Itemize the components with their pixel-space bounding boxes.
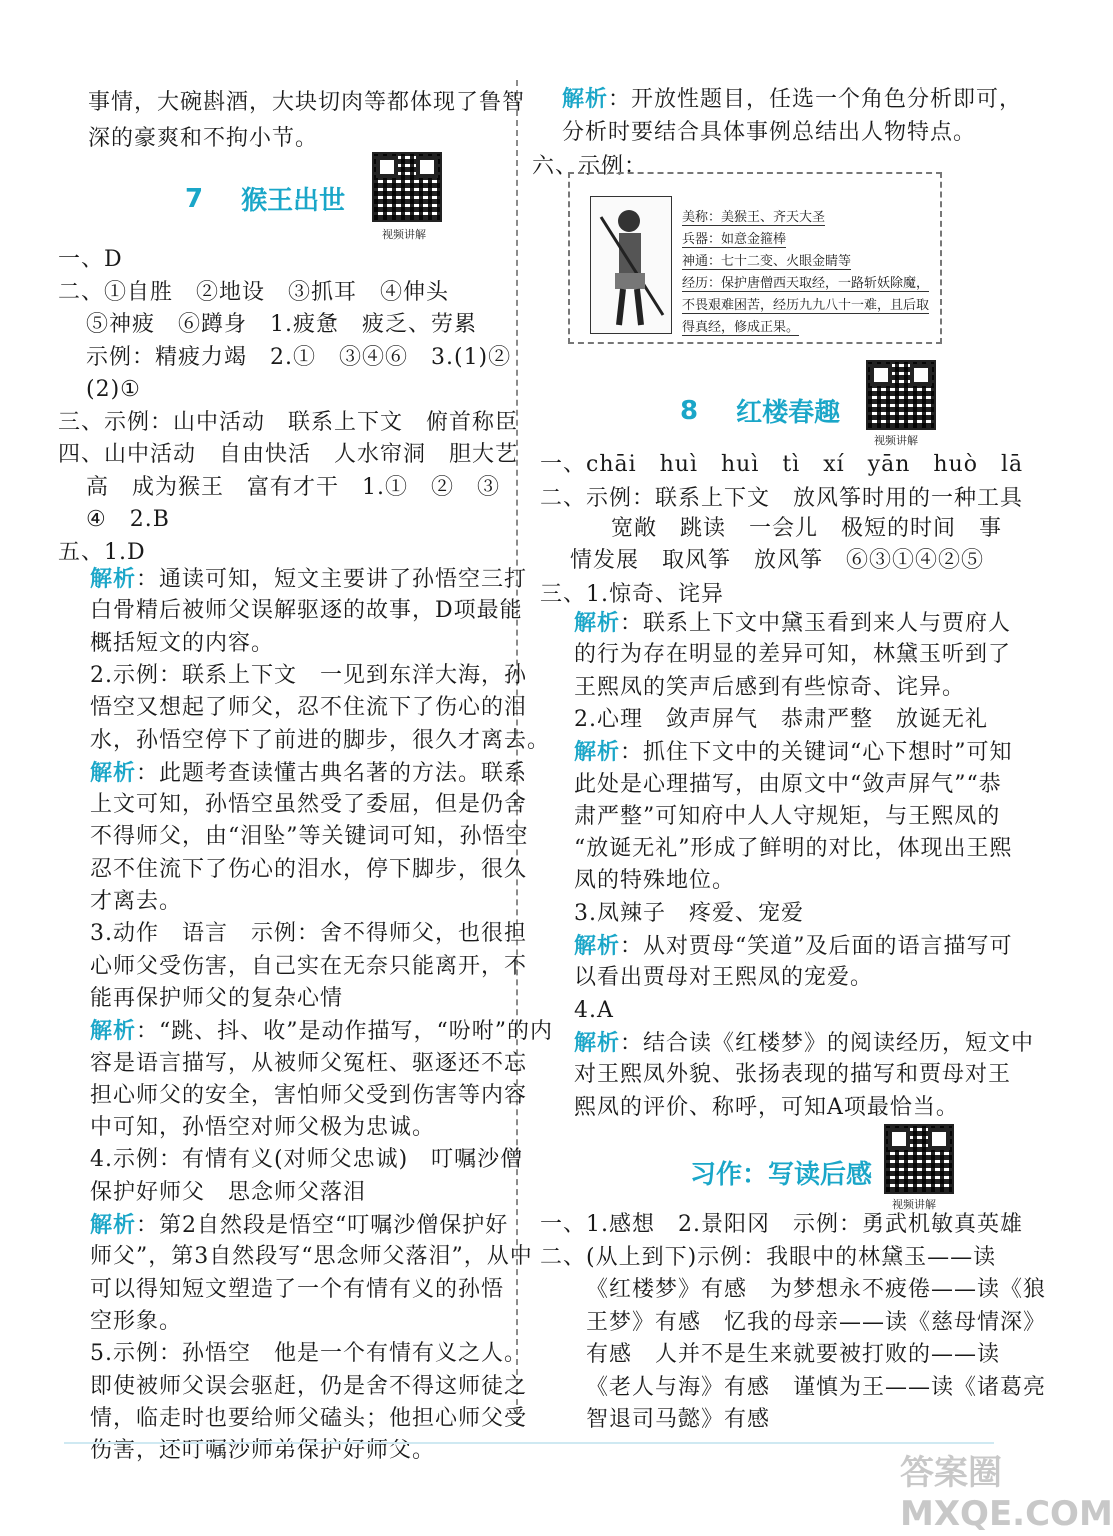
text-line xyxy=(90,1339,527,1369)
text-line xyxy=(90,629,274,659)
answer-line: 一、D xyxy=(58,247,123,272)
text-line xyxy=(90,887,182,917)
line-text: 水，孙悟空停下了前进的脚步，很久才离去。 xyxy=(90,727,551,753)
text-line xyxy=(90,919,527,949)
text-line xyxy=(562,84,1022,115)
text-line xyxy=(574,802,1000,832)
text-line xyxy=(90,693,527,723)
line-text: ：第2自然段是悟空“叮嘱沙僧保护好 xyxy=(136,1213,509,1238)
answer-line: 二、(从上到下)示例：我眼中的林黛玉——读 xyxy=(540,1244,997,1270)
line-text: 4.A xyxy=(574,997,614,1023)
answer-line: 三、1.惊奇、诧异 xyxy=(540,582,724,607)
line-text: 情，临走时也要给师父磕头；他担心师父受 xyxy=(90,1405,528,1431)
text-line xyxy=(574,737,1013,768)
answer-line: (2)① xyxy=(86,377,141,402)
analysis-label: 解析 xyxy=(90,566,137,592)
answer-line: 宽敞 跳读 一会儿 极短的时间 事 xyxy=(588,516,1003,541)
text-line xyxy=(574,963,873,993)
section-title: 习作：写读后感 xyxy=(690,1160,873,1190)
line-text: 3.凤辣子 疼爱、宠爱 xyxy=(574,900,804,926)
text-line xyxy=(574,608,1011,639)
line-text: “放诞无礼”形成了鲜明的对比，体现出王熙 xyxy=(574,836,1013,862)
line-text: 对王熙凤外貌、张扬表现的描写和贾母对王 xyxy=(574,1062,1012,1088)
text-line xyxy=(574,705,988,735)
card-line: 经历：保护唐僧西天取经，一路斩妖除魔， xyxy=(682,276,930,291)
text-line xyxy=(90,1436,435,1466)
line-text: 伤害，还叮嘱沙师弟保护好师父。 xyxy=(90,1438,436,1464)
line-text: 保护好师父 思念师父落泪 xyxy=(90,1179,367,1205)
card-line: 兵器：如意金箍棒 xyxy=(682,232,787,247)
answer-line: 智退司马懿》有感 xyxy=(586,1407,771,1432)
line-text: 即使被师父误会驱赶，仍是舍不得这师徒之 xyxy=(90,1373,528,1399)
line-text: 可以得知短文塑造了一个有情有义的孙悟 xyxy=(90,1276,505,1302)
section-number: 7 xyxy=(185,183,204,214)
text-line xyxy=(90,1113,435,1143)
section-writing-title xyxy=(690,1154,872,1191)
analysis-label: 解析 xyxy=(574,610,621,636)
analysis-label: 解析 xyxy=(574,933,621,959)
text-line xyxy=(90,1372,527,1402)
text-line xyxy=(574,931,1013,962)
character-card xyxy=(568,172,942,344)
line-text: 5.示例：孙悟空 他是一个有情有义之人。 xyxy=(90,1341,527,1367)
line-text: 2.示例：联系上下文 一见到东洋大海，孙 xyxy=(90,662,527,688)
line-text: 分析时要结合具体事例总结出人物特点。 xyxy=(562,120,977,145)
qr-code-icon[interactable] xyxy=(372,152,442,222)
line-text: ：“跳、抖、收”是动作描写，“吩咐”的内 xyxy=(136,1019,554,1045)
text-line xyxy=(574,640,1011,670)
line-text: ：从对贾母“笑道”及后面的语言描写可 xyxy=(620,934,1013,959)
text-line xyxy=(90,1081,527,1111)
qr-caption: 视频讲解 xyxy=(382,228,426,241)
text-line xyxy=(90,952,527,982)
answer-line: ④ 2.B xyxy=(86,507,170,532)
card-line: 不畏艰难困苦，经历九九八十一难，且后取 xyxy=(682,298,930,313)
section-title: 红楼春趣 xyxy=(736,398,841,428)
line-text: 悟空又想起了师父，忍不住流下了伤心的泪 xyxy=(90,695,528,721)
line-text: 中可知，孙悟空对师父极为忠诚。 xyxy=(90,1115,436,1141)
text-line xyxy=(574,770,1002,800)
text-line: 事情，大碗斟酒，大块切肉等都体现了鲁智 xyxy=(88,90,526,115)
text-line xyxy=(90,1178,366,1208)
line-text: ：此题考查读懂古典名著的方法。联系 xyxy=(136,760,528,786)
analysis-label: 解析 xyxy=(574,1029,621,1056)
answer-line: 《老人与海》有感 谨慎为王——读《诸葛亮 xyxy=(586,1374,1047,1400)
section-8-title xyxy=(680,392,840,429)
line-text: 容是语言描写，从被师父冤枉、驱逐还不忘 xyxy=(90,1050,528,1076)
text-line xyxy=(574,899,804,929)
text-line xyxy=(90,758,527,789)
line-text: 肃严整”可知府中人人守规矩，与王熙凤的 xyxy=(574,803,1001,829)
line-text: ：抓住下文中的关键词“心下想时”可知 xyxy=(620,740,1013,766)
section-number: 8 xyxy=(680,395,699,426)
analysis-label: 解析 xyxy=(562,86,609,112)
answer-line: 《红楼梦》有感 为梦想永不疲倦——读《狼 xyxy=(586,1277,1047,1302)
section-title: 猴王出世 xyxy=(241,186,346,216)
text-line xyxy=(574,1093,959,1123)
qr-caption: 视频讲解 xyxy=(874,434,918,447)
card-line: 得真经，修成正果。 xyxy=(682,320,800,335)
text-line xyxy=(574,1060,1011,1090)
line-text: 王熙凤的笑声后感到有些惊奇、诧异。 xyxy=(574,674,966,700)
line-text: ：结合读《红楼梦》的阅读经历，短文中 xyxy=(620,1030,1035,1056)
text-line xyxy=(574,673,965,703)
text-line xyxy=(90,1210,508,1241)
answer-line: 四、山中活动 自由快活 人水帘洞 胆大艺 xyxy=(58,442,519,467)
line-text: 以看出贾母对王熙凤的宠爱。 xyxy=(574,965,874,991)
text-line xyxy=(90,726,550,756)
line-text: 忍不住流下了伤心的泪水，停下脚步，很久 xyxy=(90,856,528,882)
line-text: 空形象。 xyxy=(90,1308,183,1334)
watermark: 答案圈 MXQE.COM xyxy=(900,1453,1113,1534)
line-text: 2.心理 敛声屏气 恭肃严整 放诞无礼 xyxy=(574,706,988,732)
answer-line: 三、示例：山中活动 联系上下文 俯首称臣 xyxy=(58,409,519,435)
line-text: 的行为存在明显的差异可知，林黛玉听到了 xyxy=(574,642,1012,668)
text-line xyxy=(562,118,976,148)
card-line: 神通：七十二变、火眼金睛等 xyxy=(682,254,852,269)
text-line xyxy=(90,822,529,852)
text-line xyxy=(90,661,527,691)
line-text: ：联系上下文中黛玉看到来人与贾府人 xyxy=(620,611,1012,636)
section-7-title xyxy=(185,180,345,217)
answer-line: 一、1.感想 2.景阳冈 示例：勇武机敏真英雄 xyxy=(540,1212,1023,1237)
line-text: 4.示例：有情有义(对师父忠诚) 叮嘱沙僧 xyxy=(90,1147,524,1173)
text-line xyxy=(90,564,527,595)
text-line xyxy=(90,596,523,626)
text-line xyxy=(90,855,527,885)
answer-line: 示例：精疲力竭 2.① ③④⑥ 3.(1)② xyxy=(86,344,512,370)
line-text: 担心师父的安全，害怕师父受到伤害等内容 xyxy=(90,1082,528,1108)
line-text: ：通读可知，短文主要讲了孙悟空三打 xyxy=(136,567,528,592)
monkey-king-illustration xyxy=(590,196,672,334)
line-text: 白骨精后被师父误解驱逐的故事，D项最能 xyxy=(90,598,523,624)
answer-line: 五、1.D xyxy=(58,539,146,565)
answer-line: 二、示例：联系上下文 放风筝时用的一种工具 xyxy=(540,486,1024,511)
answer-line: ⑤神疲 ⑥蹲身 1.疲惫 疲乏、劳累 xyxy=(86,312,477,337)
line-text: 师父”，第3自然段写“思念师父落泪”，从中 xyxy=(90,1244,533,1270)
text-line xyxy=(90,984,343,1014)
line-text: ：开放性题目，任选一个角色分析即可， xyxy=(608,87,1023,112)
line-text: 凤的特殊地位。 xyxy=(574,868,736,894)
answer-line: 有感 人并不是生来就要被打败的——读 xyxy=(586,1342,1001,1367)
answer-line: 高 成为猴王 富有才干 1.① ② ③ xyxy=(86,474,500,500)
analysis-label: 解析 xyxy=(90,1212,137,1238)
text-line xyxy=(574,866,735,896)
text-line xyxy=(574,996,614,1026)
text-line xyxy=(90,1016,553,1047)
analysis-label: 解析 xyxy=(90,759,137,786)
text-line xyxy=(90,1275,504,1305)
text-line xyxy=(90,1307,182,1337)
text-line xyxy=(90,1242,533,1272)
analysis-label: 解析 xyxy=(574,739,621,766)
text-line xyxy=(90,1145,523,1175)
line-text: 才离去。 xyxy=(90,889,183,914)
answer-line: 情发展 取风筝 放风筝 ⑥③①④②⑤ xyxy=(570,548,985,573)
text-line xyxy=(574,1028,1034,1059)
analysis-label: 解析 xyxy=(90,1018,137,1045)
qr-code-icon[interactable] xyxy=(866,360,936,430)
qr-caption: 视频讲解 xyxy=(892,1198,936,1211)
line-text: 不得师父，由“泪坠”等关键词可知，孙悟空 xyxy=(90,824,529,850)
text-line xyxy=(574,834,1013,864)
line-text: 概括短文的内容。 xyxy=(90,630,275,656)
card-line: 美称：美猴王、齐天大圣 xyxy=(682,210,826,225)
text-line xyxy=(90,1404,527,1434)
text-line xyxy=(90,790,527,820)
text-line xyxy=(90,1049,527,1079)
line-text: 熙凤的评价、称呼，可知A项最恰当。 xyxy=(574,1094,959,1120)
answer-line: 一、chāi huì huì tì xí yān huò lā xyxy=(540,452,1024,477)
line-text: 3.动作 语言 示例：舍不得师父，也很担 xyxy=(90,921,527,947)
qr-code-icon[interactable] xyxy=(884,1124,954,1194)
line-text: 能再保护师父的复杂心情 xyxy=(90,985,344,1011)
footer-rule xyxy=(64,1442,994,1444)
line-text: 此处是心理描写，由原文中“敛声屏气”“恭 xyxy=(574,771,1002,797)
text-line: 深的豪爽和不拘小节。 xyxy=(88,126,319,151)
line-text: 上文可知，孙悟空虽然受了委屈，但是仍舍 xyxy=(90,792,528,818)
answer-line: 二、①自胜 ②地设 ③抓耳 ④伸头 xyxy=(58,279,450,305)
line-text: 心师父受伤害，自己实在无奈只能离开，不 xyxy=(90,953,528,979)
answer-line: 王梦》有感 忆我的母亲——读《慈母情深》 xyxy=(586,1309,1047,1335)
line-text: 六、示例： xyxy=(532,154,648,179)
